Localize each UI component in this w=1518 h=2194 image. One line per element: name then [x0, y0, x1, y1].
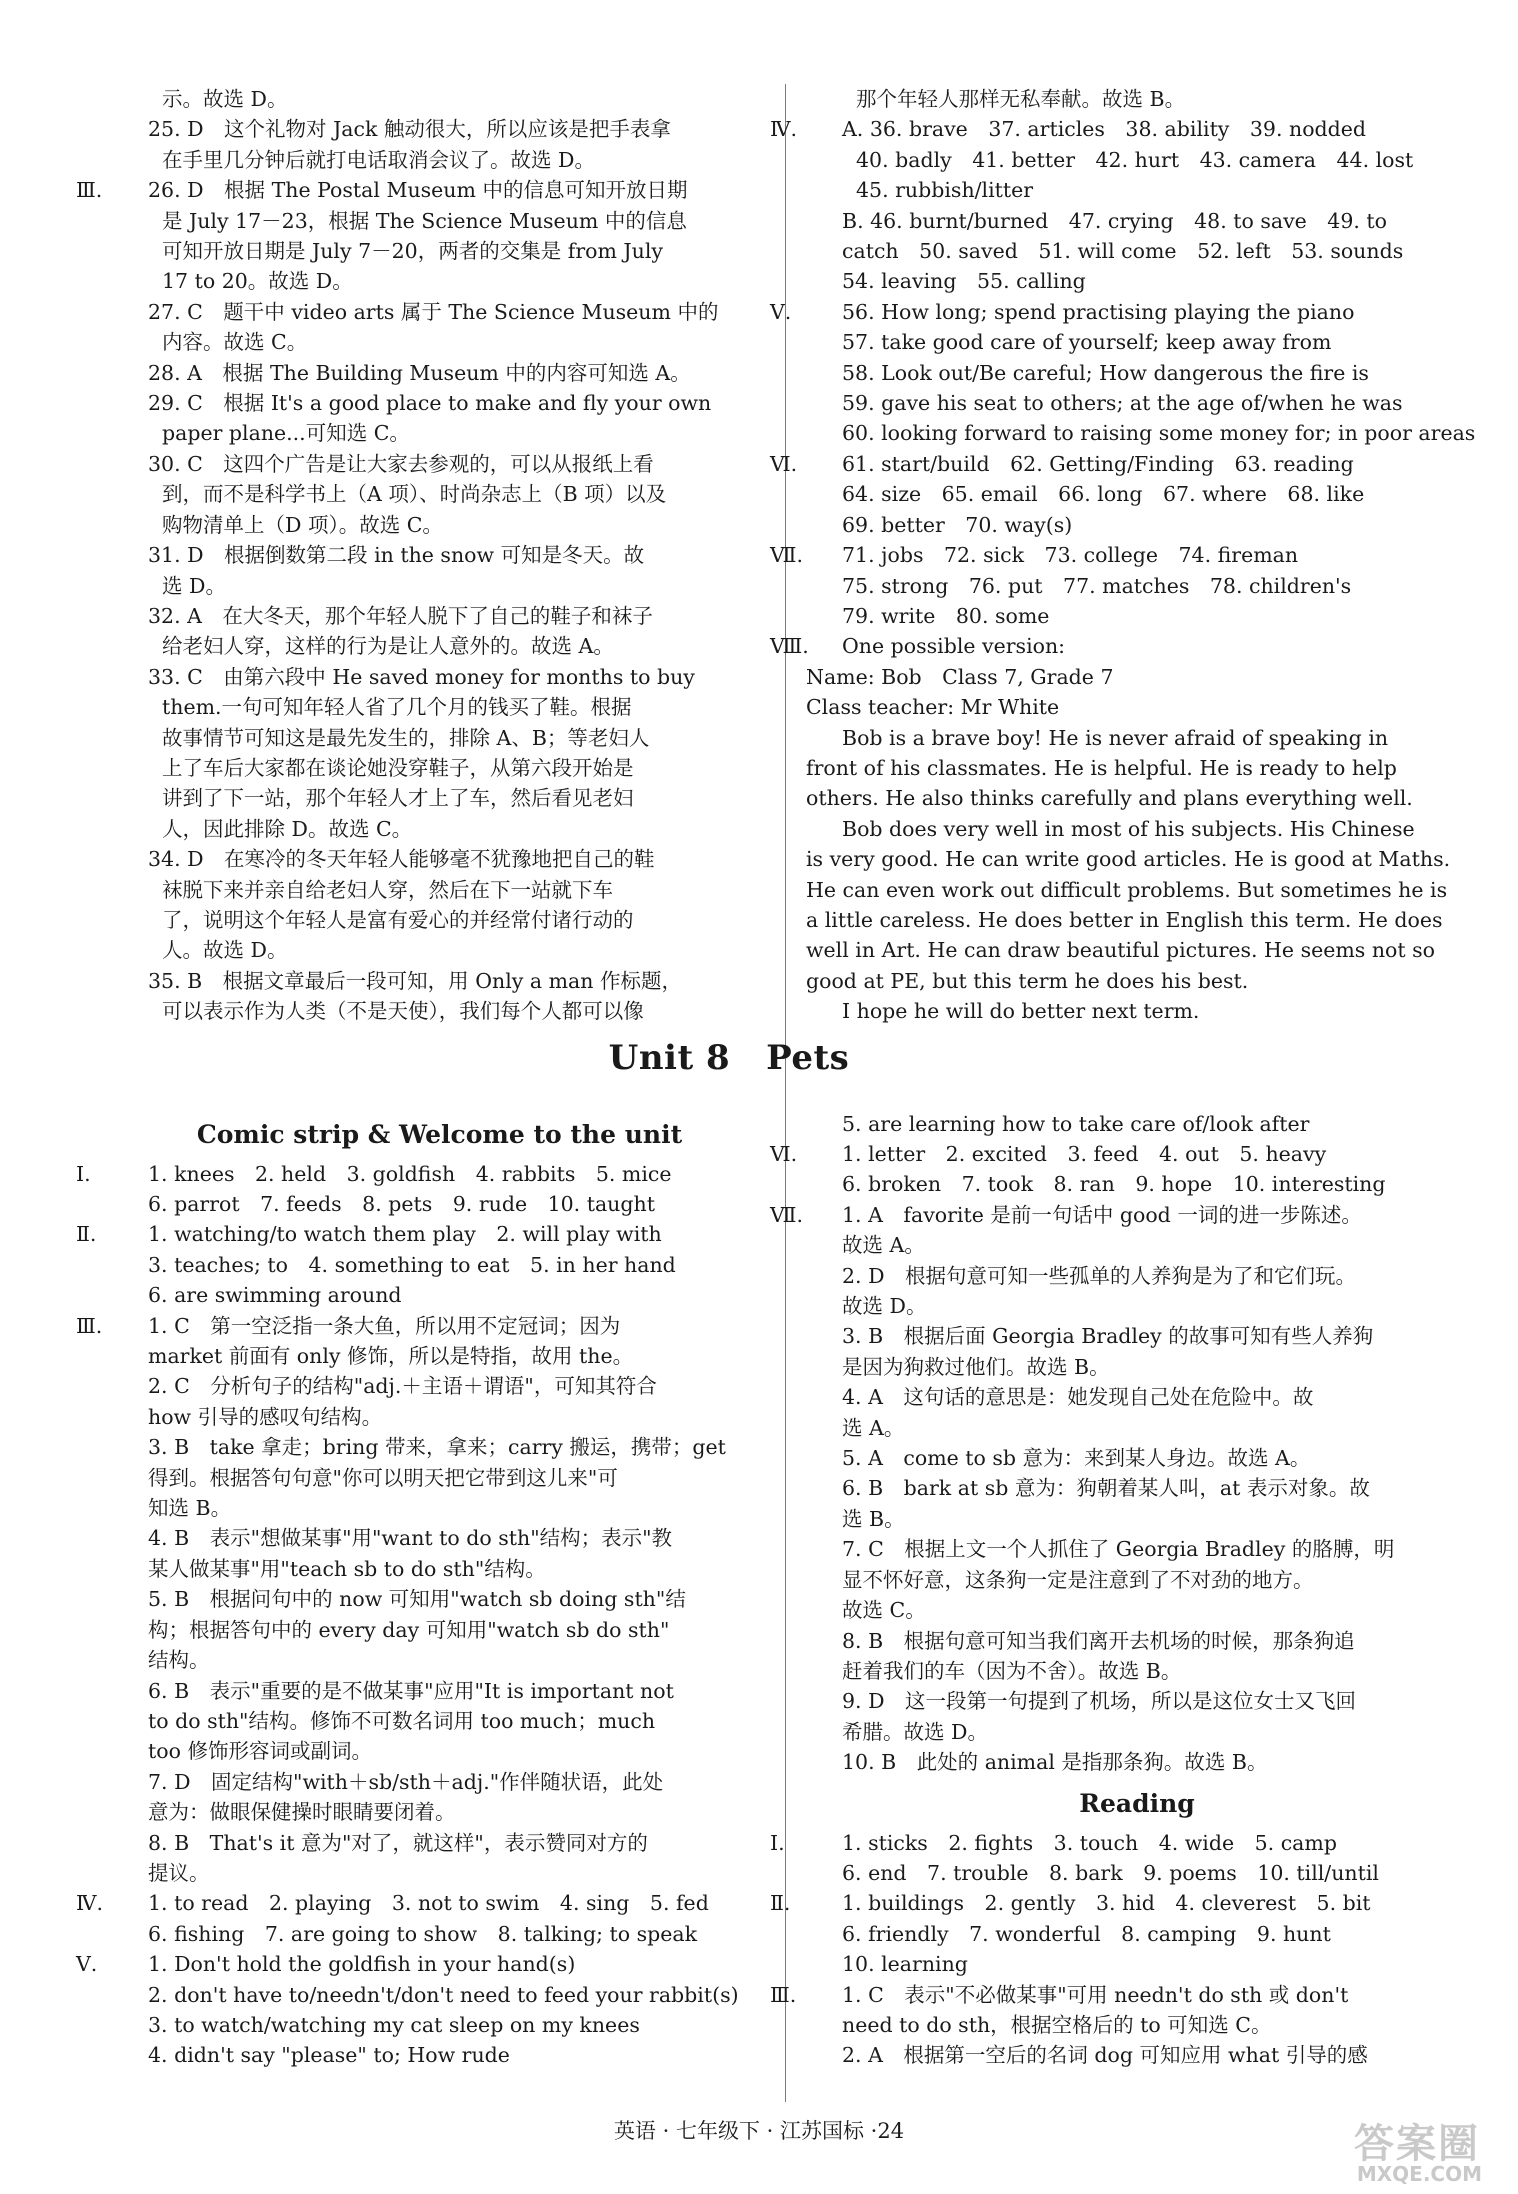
answer-line: 32. A 在大冬天，那个年轻人脱下了自己的鞋子和袜子: [148, 603, 653, 628]
answer-line: 3. B 根据后面 Georgia Bradley 的故事可知有些人养狗: [842, 1324, 1374, 1349]
answer-text: 1. buildings 2. gently 3. hid 4. cleverest 5. bit: [842, 1891, 1371, 1916]
answer-line: 选 B。: [842, 1506, 905, 1531]
left-column-bottom: [76, 1159, 767, 2071]
answer-line: 4. A 这句话的意思是：她发现自己处在危险中。故: [842, 1385, 1314, 1410]
section-roman-numeral: Ⅰ.: [76, 1161, 91, 1186]
answer-text: 71. jobs 72. sick 73. college 74. fireman: [842, 543, 1299, 568]
answer-line: 6. parrot 7. feeds 8. pets 9. rude 10. taught: [148, 1192, 655, 1216]
answer-line: 34. D 在寒冷的冬天年轻人能够毫不犹豫地把自己的鞋: [148, 847, 655, 872]
answer-line: is very good. He can write good articles. He is good at Maths.: [806, 847, 1451, 872]
answer-text: A. 36. brave 37. articles 38. ability 39. nodded: [842, 117, 1367, 142]
answer-line: 69. better 70. way(s): [842, 512, 1073, 537]
answer-line: 结构。: [148, 1648, 210, 1673]
watermark-logo-text: 答案圈: [1354, 2121, 1480, 2167]
answer-line: 知选 B。: [148, 1496, 232, 1521]
answer-line: 5. A come to sb 意为：来到某人身边。故选 A。: [842, 1446, 1311, 1471]
answer-line: 5. B 根据问句中的 now 可知用"watch sb doing sth"结: [148, 1587, 686, 1612]
answer-text: 1. C 第一空泛指一条大鱼，所以用不定冠词；因为: [148, 1313, 621, 1338]
answer-line: 是因为狗救过他们。故选 B。: [842, 1354, 1110, 1379]
section-heading-reading: Reading: [1079, 1788, 1195, 1818]
unit-title-spacer-right: [806, 1027, 1468, 1109]
answer-text: 1. sticks 2. fights 3. touch 4. wide 5. camp: [842, 1830, 1337, 1855]
page-footer: 英语 · 七年级下 · 江苏国标 ·24: [613, 2119, 905, 2143]
answer-line: B. 46. burnt/burned 47. crying 48. to save 49. to: [842, 208, 1388, 233]
answer-line: them.一句可知年轻人省了几个月的钱买了鞋。根据: [162, 695, 632, 720]
unit-name: Pets: [766, 1038, 850, 1078]
answer-line: 故事情节可知这是最先发生的，排除 A、B；等老妇人: [162, 725, 650, 750]
answer-text: 1. C 表示"不必做某事"可用 needn't do sth 或 don't: [842, 1982, 1349, 2007]
section-roman-numeral: Ⅲ.: [76, 178, 103, 203]
answer-line: 某人做某事"用"teach sb to do sth"结构。: [148, 1556, 546, 1581]
answer-line: [770, 1980, 1468, 2010]
answer-line: Name: Bob Class 7, Grade 7: [806, 664, 1114, 689]
answer-line: 75. strong 76. put 77. matches 78. children's: [842, 573, 1352, 598]
answer-line: 10. B 此处的 animal 是指那条狗。故选 B。: [842, 1750, 1268, 1775]
answer-line: [76, 1159, 767, 1189]
answer-line: 58. Look out/Be careful; How dangerous the fire is: [842, 360, 1369, 385]
answer-text: 1. A favorite 是前一句话中 good 一词的进一步陈述。: [842, 1202, 1362, 1227]
answer-line: 4. B 表示"想做某事"用"want to do sth"结构；表示"教: [148, 1526, 673, 1551]
answer-line: 那个年轻人那样无私奉献。故选 B。: [856, 87, 1186, 111]
answer-line: 29. C 根据 It's a good place to make and fly your own: [148, 391, 712, 416]
answer-line: 8. B That's it 意为"对了，就这样"，表示赞同对方的: [148, 1830, 648, 1855]
answer-line: 提议。: [148, 1860, 210, 1885]
answer-line: catch 50. saved 51. will come 52. left 53. sounds: [842, 239, 1404, 264]
answer-line: 内容。故选 C。: [162, 330, 308, 355]
answer-line: Bob does very well in most of his subjects. His Chinese: [842, 816, 1415, 841]
answer-line: 28. A 根据 The Building Museum 中的内容可知选 A。: [148, 360, 691, 385]
right-column-reading: [770, 1828, 1468, 2071]
answer-line: 构；根据答句中的 every day 可知用"watch sb do sth": [148, 1617, 670, 1642]
answer-line: front of his classmates. He is helpful. He is ready to help: [806, 755, 1397, 780]
section-roman-numeral: Ⅱ.: [770, 1891, 791, 1916]
answer-line: 54. leaving 55. calling: [842, 269, 1086, 294]
answer-line: 7. D 固定结构"with＋sb/sth＋adj."作伴随状语，此处: [148, 1769, 664, 1794]
answer-line: [770, 1888, 1468, 1918]
answer-line: [770, 114, 1468, 144]
answer-line: 2. D 根据句意可知一些孤单的人养狗是为了和它们玩。: [842, 1263, 1357, 1288]
answer-line: 到，而不是科学书上（A 项）、时尚杂志上（B 项）以及: [162, 482, 667, 507]
section-heading-comic-strip: Comic strip & Welcome to the unit: [196, 1119, 683, 1149]
watermark-url: MXQE.COM: [1356, 2162, 1482, 2186]
answer-line: to do sth"结构。修饰不可数名词用 too much；much: [148, 1708, 656, 1733]
answer-line: 2. don't have to/needn't/don't need to feed your rabbit(s): [148, 1982, 739, 2007]
answer-text: 1. knees 2. held 3. goldfish 4. rabbits 5. mice: [148, 1161, 672, 1186]
answer-text: 1. watching/to watch them play 2. will play with: [148, 1222, 662, 1247]
answer-line: 6. friendly 7. wonderful 8. camping 9. hunt: [842, 1921, 1331, 1946]
answer-line: [76, 1888, 767, 1918]
section-roman-numeral: Ⅱ.: [76, 1222, 97, 1247]
answer-line: 6. fishing 7. are going to show 8. talking; to speak: [148, 1921, 698, 1946]
answer-line: 64. size 65. email 66. long 67. where 68. like: [842, 482, 1365, 507]
right-column: [770, 84, 1476, 2071]
section-roman-numeral: Ⅲ.: [76, 1313, 103, 1338]
answer-line: Bob is a brave boy! He is never afraid of speaking in: [842, 725, 1389, 750]
answer-line: 得到。根据答句句意"你可以明天把它带到这儿来"可: [148, 1465, 618, 1490]
answer-line: 4. didn't say "please" to; How rude: [148, 2043, 510, 2068]
answer-line: others. He also thinks carefully and plans everything well.: [806, 786, 1413, 811]
answer-line: 6. are swimming around: [148, 1283, 402, 1308]
answer-line: 59. gave his seat to others; at the age of/when he was: [842, 391, 1403, 416]
answer-line: I hope he will do better next term.: [842, 999, 1200, 1024]
answer-line: 60. looking forward to raising some money for; in poor areas: [842, 421, 1476, 446]
answer-line: good at PE, but this term he does his best.: [806, 968, 1249, 993]
answer-line: 给老妇人穿，这样的行为是让人意外的。故选 A。: [162, 634, 614, 659]
section-roman-numeral: Ⅴ.: [76, 1952, 98, 1977]
answer-line: 17 to 20。故选 D。: [162, 269, 353, 294]
answer-text: One possible version:: [842, 634, 1066, 659]
answer-line: too 修饰形容词或副词。: [148, 1739, 372, 1764]
answer-line: well in Art. He can draw beautiful pictures. He seems not so: [806, 938, 1435, 963]
answer-line: 选 A。: [842, 1415, 905, 1440]
answer-line: [770, 1828, 1468, 1858]
answer-line: 了，说明这个年轻人是富有爱心的并经常付诸行动的: [162, 907, 634, 932]
section-roman-numeral: Ⅵ.: [770, 1142, 798, 1166]
answer-line: 6. B 表示"重要的是不做某事"应用"It is important not: [148, 1678, 674, 1703]
answer-line: 45. rubbish/litter: [856, 178, 1034, 203]
section-roman-numeral: Ⅴ.: [770, 299, 792, 324]
answer-text: 1. to read 2. playing 3. not to swim 4. sing 5. fed: [148, 1891, 709, 1916]
column-divider: [785, 84, 786, 2102]
answer-line: 在手里几分钟后就打电话取消会议了。故选 D。: [162, 147, 595, 172]
answer-line: 故选 C。: [842, 1598, 926, 1623]
answer-line: 7. C 根据上文一个人抓住了 Georgia Bradley 的胳膊，明: [842, 1537, 1395, 1562]
section-roman-numeral: Ⅶ.: [770, 543, 803, 568]
left-column-top: [76, 84, 767, 1027]
answer-line: [76, 1219, 767, 1249]
section-roman-numeral: Ⅷ.: [770, 634, 809, 659]
answer-line: [770, 297, 1468, 327]
answer-line: 可以表示作为人类（不是天使），我们每个人都可以像: [162, 999, 644, 1024]
watermark-logo: [1316, 2112, 1486, 2186]
answer-line: 袜脱下来并亲自给老妇人穿，然后在下一站就下车: [162, 877, 613, 902]
section-roman-numeral: Ⅵ.: [770, 451, 798, 476]
answer-line: [770, 1139, 1468, 1169]
answer-line: 9. D 这一段第一句提到了机场，所以是这位女士又飞回: [842, 1689, 1357, 1714]
answer-line: 5. are learning how to take care of/look after: [842, 1111, 1310, 1136]
answer-line: [770, 631, 1468, 661]
answer-line: 是 July 17－23，根据 The Science Museum 中的信息: [162, 208, 687, 233]
answer-line: 27. C 题干中 video arts 属于 The Science Museum 中的: [148, 299, 719, 324]
answer-line: 40. badly 41. better 42. hurt 43. camera 44. lost: [856, 147, 1414, 172]
section-roman-numeral: Ⅲ.: [770, 1982, 797, 2007]
answer-text: 26. D 根据 The Postal Museum 中的信息可知开放日期: [148, 178, 688, 203]
right-column-bottom: [770, 1109, 1468, 1778]
answer-line: 意为：做眼保健操时眼睛要闭着。: [148, 1800, 456, 1825]
answer-line: 6. end 7. trouble 8. bark 9. poems 10. till/until: [842, 1860, 1379, 1885]
answer-line: Class teacher: Mr White: [806, 695, 1060, 720]
answer-line: 25. D 这个礼物对 Jack 触动很大，所以应该是把手表拿: [148, 117, 671, 142]
answer-line: 希腊。故选 D。: [842, 1719, 988, 1744]
answer-line: 57. take good care of yourself; keep away from: [842, 330, 1332, 355]
answer-line: 上了车后大家都在谈论她没穿鞋子，从第六段开始是: [162, 755, 634, 780]
answer-line: 示。故选 D。: [162, 87, 288, 111]
answer-line: 2. A 根据第一空后的名词 dog 可知应用 what 引导的感: [842, 2043, 1368, 2068]
section-roman-numeral: Ⅳ.: [770, 117, 797, 142]
answer-line: 可知开放日期是 July 7－20，两者的交集是 from July: [162, 239, 663, 264]
answer-line: 人。故选 D。: [162, 938, 288, 963]
answer-line: 故选 D。: [842, 1294, 927, 1319]
answer-line: 33. C 由第六段中 He saved money for months to buy: [148, 664, 695, 689]
answer-line: paper plane...可知选 C。: [162, 421, 410, 446]
answer-line: how 引导的感叹句结构。: [148, 1404, 383, 1429]
section-roman-numeral: Ⅳ.: [76, 1891, 103, 1916]
answer-line: 3. to watch/watching my cat sleep on my knees: [148, 2012, 640, 2037]
answer-line: 显不怀好意，这条狗一定是注意到了不对劲的地方。: [842, 1567, 1314, 1592]
section-roman-numeral: Ⅶ.: [770, 1202, 803, 1227]
answer-line: 3. teaches; to 4. something to eat 5. in her hand: [148, 1252, 676, 1277]
answer-line: market 前面有 only 修饰，所以是特指，故用 the。: [148, 1344, 634, 1369]
answer-line: 30. C 这四个广告是让大家去参观的，可以从报纸上看: [148, 451, 654, 476]
answer-line: 31. D 根据倒数第二段 in the snow 可知是冬天。故: [148, 543, 645, 568]
answer-line: [76, 175, 767, 205]
answer-line: He can even work out difficult problems. But sometimes he is: [806, 877, 1448, 902]
answer-line: 选 D。: [162, 573, 226, 598]
answer-line: need to do sth，根据空格后的 to 可知选 C。: [842, 2012, 1272, 2037]
answer-line: [76, 1311, 767, 1341]
answer-line: 购物清单上（D 项）。故选 C。: [162, 512, 443, 537]
answer-line: 3. B take 拿走；bring 带来，拿来；carry 搬运，携带；get: [148, 1435, 726, 1460]
answer-line: 讲到了下一站，那个年轻人才上了车，然后看见老妇: [162, 786, 634, 811]
answer-line: 79. write 80. some: [842, 603, 1050, 628]
answer-line: 2. C 分析句子的结构"adj.＋主语＋谓语"，可知其符合: [148, 1374, 657, 1399]
answer-text: 1. letter 2. excited 3. feed 4. out 5. heavy: [842, 1142, 1327, 1166]
answer-text: 56. How long; spend practising playing the piano: [842, 299, 1355, 324]
answer-line: [770, 1200, 1468, 1230]
answer-line: [76, 1949, 767, 1979]
answer-line: [770, 540, 1468, 570]
right-column-top: [770, 84, 1476, 1027]
answer-line: 故选 A。: [842, 1233, 925, 1258]
answer-line: 35. B 根据文章最后一段可知，用 Only a man 作标题，: [148, 968, 682, 993]
section-roman-numeral: Ⅰ.: [770, 1830, 785, 1855]
answer-line: 6. B bark at sb 意为：狗朝着某人叫，at 表示对象。故: [842, 1476, 1370, 1501]
answer-line: 10. learning: [842, 1952, 968, 1977]
answer-line: 赶着我们的车（因为不舍）。故选 B。: [842, 1658, 1182, 1683]
answer-line: 8. B 根据句意可知当我们离开去机场的时候，那条狗追: [842, 1628, 1355, 1653]
answer-line: 人，因此排除 D。故选 C。: [162, 816, 413, 841]
answer-text: 61. start/build 62. Getting/Finding 63. reading: [842, 451, 1354, 476]
answer-line: a little careless. He does better in English this term. He does: [806, 907, 1443, 932]
unit-number: Unit 8: [608, 1038, 731, 1078]
answer-text: 1. Don't hold the goldfish in your hand(s): [148, 1952, 576, 1977]
answer-line: 6. broken 7. took 8. ran 9. hope 10. interesting: [842, 1172, 1386, 1197]
answer-line: [770, 449, 1468, 479]
